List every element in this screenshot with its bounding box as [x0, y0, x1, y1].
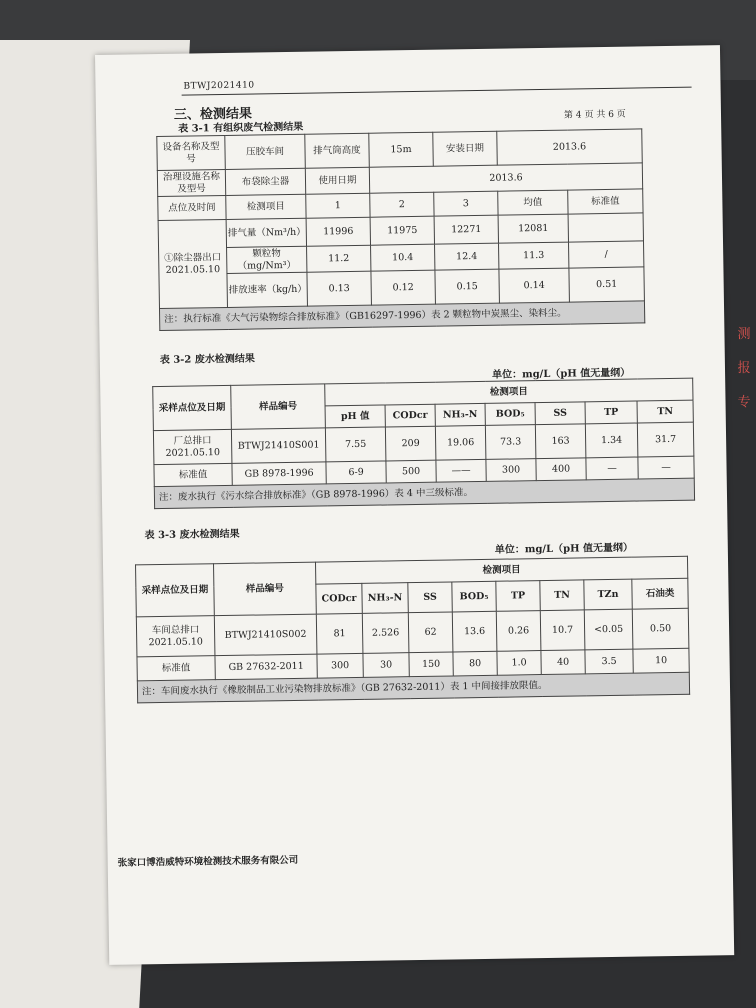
table3-note: 注：车间废水执行《橡胶制品工业污染物排放标准》（GB 27632-2011）表 1 中间接排放限值。	[137, 672, 689, 703]
cell: 10.7	[540, 610, 585, 651]
table2-unit: 单位：mg/L（pH 值无量纲）	[491, 367, 631, 381]
treatment-value: 布袋除尘器	[225, 168, 305, 195]
cell: 0.26	[496, 611, 541, 652]
red-stamp	[732, 318, 756, 428]
col-ss: SS	[408, 582, 452, 613]
cell: 12271	[434, 215, 498, 244]
cell: 10.4	[371, 244, 435, 271]
cell: 150	[409, 652, 453, 677]
cell: 300	[486, 459, 536, 482]
table2-wastewater	[152, 378, 695, 509]
col-std: 标准值	[568, 189, 643, 214]
cell: 11.2	[307, 245, 371, 272]
cell: 1.34	[585, 423, 638, 458]
col-ss: SS	[535, 402, 585, 425]
h-items: 检测项目	[325, 378, 693, 406]
col-cod: CODcr	[385, 404, 435, 427]
cell: —	[586, 457, 638, 480]
report-page	[95, 45, 734, 965]
label-equipment: 设备名称及型号	[157, 135, 226, 170]
cell: 500	[386, 460, 436, 483]
install-date: 2013.6	[497, 129, 643, 165]
h-sample: 样品编号	[214, 562, 317, 616]
table3-caption: 表 3-3 废水检测结果	[144, 528, 240, 542]
report-code: BTWJ2021410	[183, 80, 255, 92]
sample-point: 厂总排口 2021.05.10	[153, 429, 232, 464]
cell: 40	[541, 650, 585, 675]
table1-caption: 表 3-1 有组织废气检测结果	[178, 121, 304, 135]
sample-point: 车间总排口 2021.05.10	[136, 616, 215, 657]
cell: 7.55	[325, 427, 386, 462]
cell: 1.0	[497, 651, 541, 676]
cell: 0.15	[435, 269, 500, 304]
col-2: 2	[370, 192, 434, 217]
cell: 80	[453, 651, 497, 676]
col-tp: TP	[585, 401, 637, 424]
col-avg: 均值	[498, 190, 568, 215]
cell: ——	[436, 459, 486, 482]
label-point-time: 点位及时间	[158, 195, 226, 220]
col-bod5: BOD₅	[485, 403, 535, 426]
stamp-char: 专	[737, 395, 751, 410]
cell: 3.5	[585, 649, 633, 674]
table1-note: 注：执行标准《大气污染物综合排放标准》（GB16297-1996）表 2 颗粒物中炭黑尘、染料尘。	[159, 301, 644, 331]
table2-note: 注：废水执行《污水综合排放标准》（GB 8978-1996）表 4 中三级标准。	[154, 478, 694, 508]
company-footer: 张家口博浩威特环境检测技术服务有限公司	[117, 854, 299, 869]
sample-point: ①除尘器出口 2021.05.10	[158, 219, 227, 308]
label-stack-height: 排气筒高度	[305, 133, 370, 168]
item-name: 排气量（Nm³/h）	[226, 218, 306, 247]
h-point: 采样点位及日期	[153, 385, 232, 430]
h-point: 采样点位及日期	[136, 564, 215, 617]
section-title: 三、检测结果	[173, 106, 253, 123]
stamp-char: 测	[737, 327, 751, 342]
cell: 19.06	[435, 425, 486, 460]
cell: 400	[536, 458, 586, 481]
cell	[568, 213, 643, 242]
col-1: 1	[306, 193, 370, 218]
cell: 12.4	[435, 243, 499, 270]
label-treatment: 治理设施名称及型号	[157, 169, 225, 196]
cell: 62	[408, 612, 453, 653]
cell: 209	[385, 426, 436, 461]
col-cod: CODcr	[316, 583, 362, 614]
cell: 73.3	[485, 425, 536, 460]
col-nh3n: NH₃-N	[435, 403, 485, 426]
sample-id: BTWJ21410S002	[214, 614, 317, 656]
col-ph: pH 值	[325, 405, 385, 428]
cell: 0.13	[307, 271, 372, 306]
cell: 163	[535, 424, 586, 459]
cell: 13.6	[452, 611, 497, 652]
cell: 10	[633, 648, 689, 673]
col-nh3n: NH₃-N	[362, 583, 408, 614]
item-name: 排放速率（kg/h）	[227, 272, 308, 307]
cell: 31.7	[637, 422, 694, 457]
cell: /	[568, 241, 643, 268]
col-bod5: BOD₅	[452, 581, 496, 612]
table3-wastewater	[135, 556, 690, 704]
cell: 81	[316, 613, 363, 654]
cell: 11975	[370, 216, 434, 245]
col-3: 3	[434, 191, 498, 216]
table1-exhaust-gas	[156, 128, 645, 331]
std-label: 标准值	[137, 656, 215, 681]
cell: —	[638, 456, 694, 479]
cell: 30	[363, 653, 409, 678]
cell: <0.05	[584, 609, 633, 650]
cell: 12081	[498, 214, 568, 243]
label-use-date: 使用日期	[305, 167, 369, 194]
equipment-value: 压胶车间	[225, 134, 306, 169]
cell: 0.12	[371, 270, 436, 305]
col-tzn: TZn	[584, 579, 632, 610]
use-date: 2013.6	[369, 163, 642, 193]
cell: 0.50	[632, 608, 689, 649]
header-rule	[182, 87, 692, 96]
cell: 300	[317, 653, 363, 678]
sample-id: BTWJ21410S001	[231, 428, 326, 463]
std-code: GB 27632-2011	[215, 654, 317, 680]
label-item: 检测项目	[226, 194, 306, 219]
stack-height: 15m	[369, 132, 434, 167]
table2-caption: 表 3-2 废水检测结果	[159, 353, 255, 367]
col-oil: 石油类	[632, 578, 688, 609]
std-code: GB 8978-1996	[232, 462, 326, 485]
col-tn: TN	[540, 580, 584, 611]
h-sample: 样品编号	[231, 384, 326, 429]
item-name: 颗粒物（mg/Nm³）	[227, 246, 307, 273]
cell: 0.51	[569, 267, 645, 302]
h-items: 检测项目	[315, 556, 687, 584]
table3-unit: 单位：mg/L（pH 值无量纲）	[494, 542, 634, 556]
cell: 11996	[306, 217, 370, 246]
label-install-date: 安装日期	[433, 131, 498, 166]
cell: 11.3	[499, 242, 569, 269]
col-tn: TN	[637, 400, 693, 423]
col-tp: TP	[496, 581, 540, 612]
cell: 6-9	[326, 461, 386, 484]
cell: 2.526	[362, 613, 409, 654]
page-number: 第 4 页 共 6 页	[563, 109, 626, 121]
std-label: 标准值	[154, 463, 232, 486]
cell: 0.14	[499, 268, 570, 303]
stamp-char: 报	[737, 361, 751, 376]
